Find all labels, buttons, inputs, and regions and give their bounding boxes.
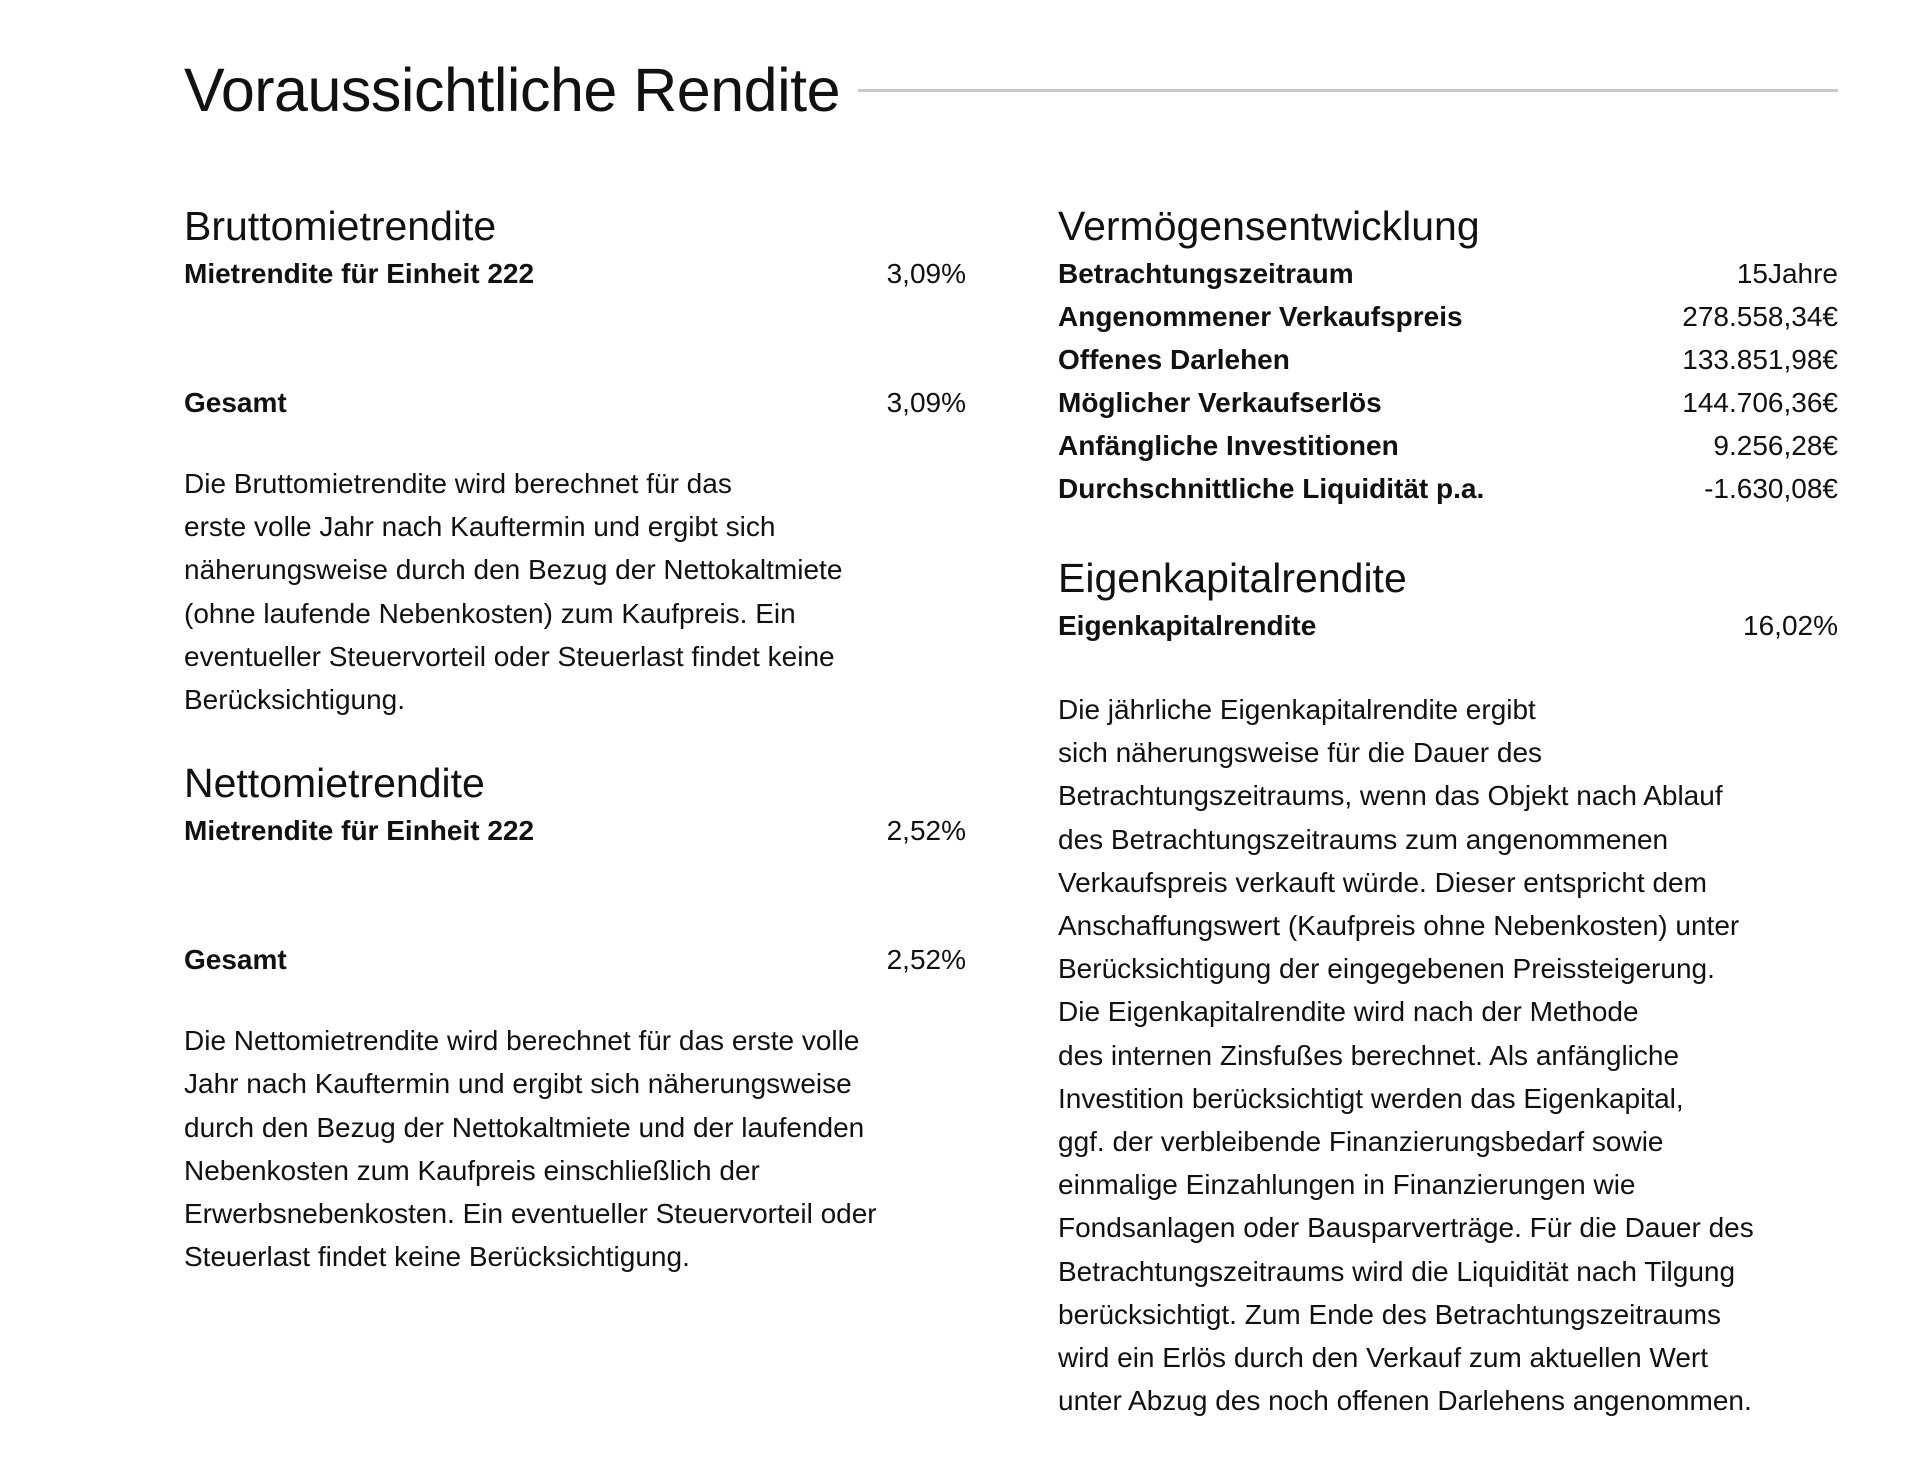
netto-total-label: Gesamt [184,943,287,975]
brutto-total-value: 3,09% [886,386,966,418]
paragraph-line: eventueller Steuervorteil oder Steuerlast findet keine [184,640,835,672]
netto-unit-label: Mietrendite für Einheit 222 [184,814,535,846]
brutto-unit-row [184,252,966,295]
brutto-unit-label: Mietrendite für Einheit 222 [184,257,535,289]
netto-section [184,757,966,1278]
brutto-total-label: Gesamt [184,386,287,418]
paragraph-line: (ohne laufende Nebenkosten) zum Kaufpreis. Ein [184,597,796,629]
eigenkapital-value: 16,02% [1743,609,1838,641]
paragraph-line: wird ein Erlös durch den Verkauf zum aktuellen Wert [1058,1342,1709,1374]
vermoegen-row-value: 15Jahre [1736,257,1838,289]
paragraph-line: Betrachtungszeitraums wird die Liquidität nach Tilgung [1058,1255,1736,1287]
page-header [184,50,1838,130]
vermoegen-row [1058,252,1838,295]
netto-total-row [184,938,966,981]
paragraph-line: Die jährliche Eigenkapitalrendite ergibt [1058,694,1536,725]
paragraph-line: erste volle Jahr nach Kauftermin und ergibt sich [184,511,776,543]
paragraph-line: näherungsweise durch den Bezug der Nettokaltmiete [184,554,843,586]
paragraph-line: Anschaffungswert (Kaufpreis ohne Nebenkosten) unter [1058,910,1740,942]
paragraph-line: des Betrachtungszeitraums zum angenommenen [1058,823,1669,855]
paragraph-line: unter Abzug des noch offenen Darlehens angenommen. [1058,1385,1752,1417]
netto-total-value: 2,52% [886,943,966,975]
eigenkapital-description [1058,688,1838,1422]
page-title: Voraussichtliche Rendite [184,56,840,124]
brutto-total-row [184,381,966,424]
vermoegen-row [1058,381,1838,424]
paragraph-line: Betrachtungszeitraums, wenn das Objekt nach Ablauf [1058,780,1723,812]
paragraph-line: ggf. der verbleibende Finanzierungsbedarf sowie [1058,1126,1664,1158]
brutto-description [184,462,966,721]
vermoegen-row-label: Betrachtungszeitraum [1058,257,1354,289]
paragraph-line: des internen Zinsfußes berechnet. Als anfängliche [1058,1039,1680,1071]
netto-unit-row [184,809,966,852]
vermoegen-row [1058,295,1838,338]
eigenkapital-heading: Eigenkapitalrendite [1058,555,1407,601]
brutto-section [184,200,966,721]
title-divider [858,89,1838,92]
paragraph-line: Steuerlast findet keine Berücksichtigung. [184,1241,690,1273]
paragraph-line: Berücksichtigung. [184,684,406,716]
netto-unit-value: 2,52% [886,814,966,846]
paragraph-line: Investition berücksichtigt werden das Eigenkapital, [1058,1082,1684,1114]
left-column [184,200,966,1278]
vermoegen-row-value: 278.558,34€ [1682,300,1838,332]
paragraph-line: Die Bruttomietrendite wird berechnet für das [184,468,732,499]
paragraph-line: sich näherungsweise für die Dauer des [1058,737,1543,769]
vermoegen-section [1058,200,1838,510]
vermoegen-row-value: 9.256,28€ [1713,429,1838,461]
paragraph-line: Berücksichtigung der eingegebenen Preissteigerung. [1058,953,1715,985]
paragraph-line: Jahr nach Kauftermin und ergibt sich näherungsweise [184,1068,852,1100]
vermoegen-row [1058,424,1838,467]
vermoegen-row-label: Offenes Darlehen [1058,343,1290,375]
eigenkapital-section [1058,552,1838,1422]
paragraph-line: einmalige Einzahlungen in Finanzierungen wie [1058,1169,1636,1201]
vermoegen-row-value: 144.706,36€ [1682,386,1838,418]
eigenkapital-label: Eigenkapitalrendite [1058,609,1317,641]
vermoegen-row [1058,467,1838,510]
vermoegen-row-label: Durchschnittliche Liquidität p.a. [1058,472,1485,504]
paragraph-line: Die Eigenkapitalrendite wird nach der Methode [1058,996,1639,1028]
paragraph-line: Fondsanlagen oder Bausparverträge. Für die Dauer des [1058,1212,1754,1244]
paragraph-line: Die Nettomietrendite wird berechnet für das erste volle [184,1025,860,1057]
right-column [1058,200,1838,1422]
paragraph-line: berücksichtigt. Zum Ende des Betrachtungszeitraums [1058,1298,1721,1330]
netto-heading: Nettomietrendite [184,760,485,807]
brutto-heading: Bruttomietrendite [184,203,497,249]
vermoegen-heading: Vermögensentwicklung [1058,203,1480,249]
paragraph-line: durch den Bezug der Nettokaltmiete und der laufenden [184,1111,865,1143]
paragraph-line: Nebenkosten zum Kaufpreis einschließlich der [184,1154,760,1186]
eigenkapital-row [1058,604,1838,647]
netto-description [184,1019,966,1278]
vermoegen-row-value: 133.851,98€ [1682,343,1838,375]
vermoegen-row-value: -1.630,08€ [1704,472,1838,504]
vermoegen-row-label: Anfängliche Investitionen [1058,429,1399,461]
vermoegen-row-label: Möglicher Verkaufserlös [1058,386,1382,418]
vermoegen-row-label: Angenommener Verkaufspreis [1058,300,1463,332]
paragraph-line: Verkaufspreis verkauft würde. Dieser entspricht dem [1058,866,1707,898]
vermoegen-row [1058,338,1838,381]
paragraph-line: Erwerbsnebenkosten. Ein eventueller Steuervorteil oder [184,1198,877,1230]
brutto-unit-value: 3,09% [886,257,966,289]
